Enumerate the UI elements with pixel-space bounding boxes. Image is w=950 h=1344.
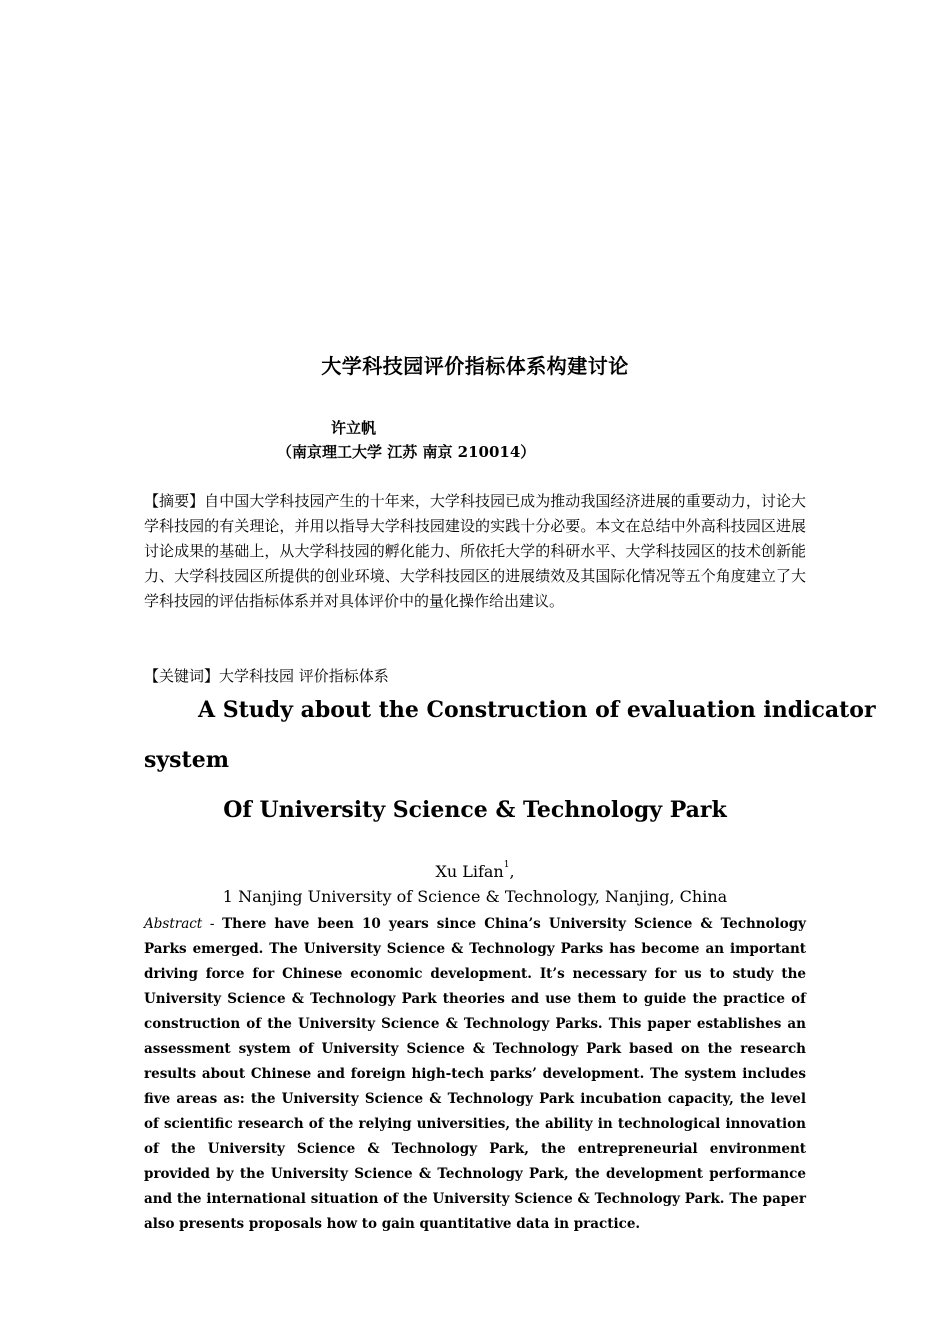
chinese-title: 大学科技园评价指标体系构建讨论: [321, 354, 629, 378]
english-title-line-1: A Study about the Construction of evaluation indicator: [198, 697, 876, 723]
chinese-author: 许立帆: [331, 419, 377, 437]
chinese-affiliation: （南京理工大学 江苏 南京 210014）: [277, 443, 536, 461]
english-affiliation: 1 Nanjing University of Science & Technology, Nanjing, China: [222, 887, 728, 906]
abstract-text: There have been 10 years since China’s University Science & Technology Parks emerged. The University Science & Technology Parks has become an important driving force for Chinese economic development. It’s necessary for us to study the University Science & Technology Park theories and use them to guide the practice of construction of the University Science & Technology Parks. This paper establishes an assessment system of University Science & Technology Park based on the research results about Chinese and foreign high-tech parks’ development. The system includes five areas as: the University Science & Technology Park incubation capacity, the level of scientific research of the relying universities, the ability in technological innovation of the University Science & Technology Park, the entrepreneurial environment provided by the University Science & Technology Park, the development performance and the international situation of the University Science & Technology Park. The paper also presents proposals how to gain quantitative data in practice.: [144, 916, 806, 1232]
english-title-line-3: Of University Science & Technology Park: [223, 797, 727, 823]
chinese-abstract: 【摘要】自中国大学科技园产生的十年来，大学科技园已成为推动我国经济进展的重要动力，讨论大学科技园的有关理论，并用以指导大学科技园建设的实践十分必要。本文在总结中外高科技园区进展讨论成果的基础上，从大学科技园的孵化能力、所依托大学的科研水平、大学科技园区的技术创新能力、大学科技园区所提供的创业环境、大学科技园区的进展绩效及其国际化情况等五个角度建立了大学科技园的评估指标体系并对具体评价中的量化操作给出建议。: [144, 492, 806, 610]
chinese-keywords: 【关键词】大学科技园 评价指标体系: [144, 667, 389, 685]
english-author-suffix: ,: [509, 862, 515, 881]
english-abstract: [144, 912, 806, 1237]
author-footnote-mark: 1: [503, 860, 510, 870]
english-title-line-2: system: [144, 747, 229, 773]
english-author: [0, 862, 950, 881]
abstract-label: Abstract -: [144, 916, 223, 932]
english-author-name: Xu Lifan: [435, 862, 504, 881]
